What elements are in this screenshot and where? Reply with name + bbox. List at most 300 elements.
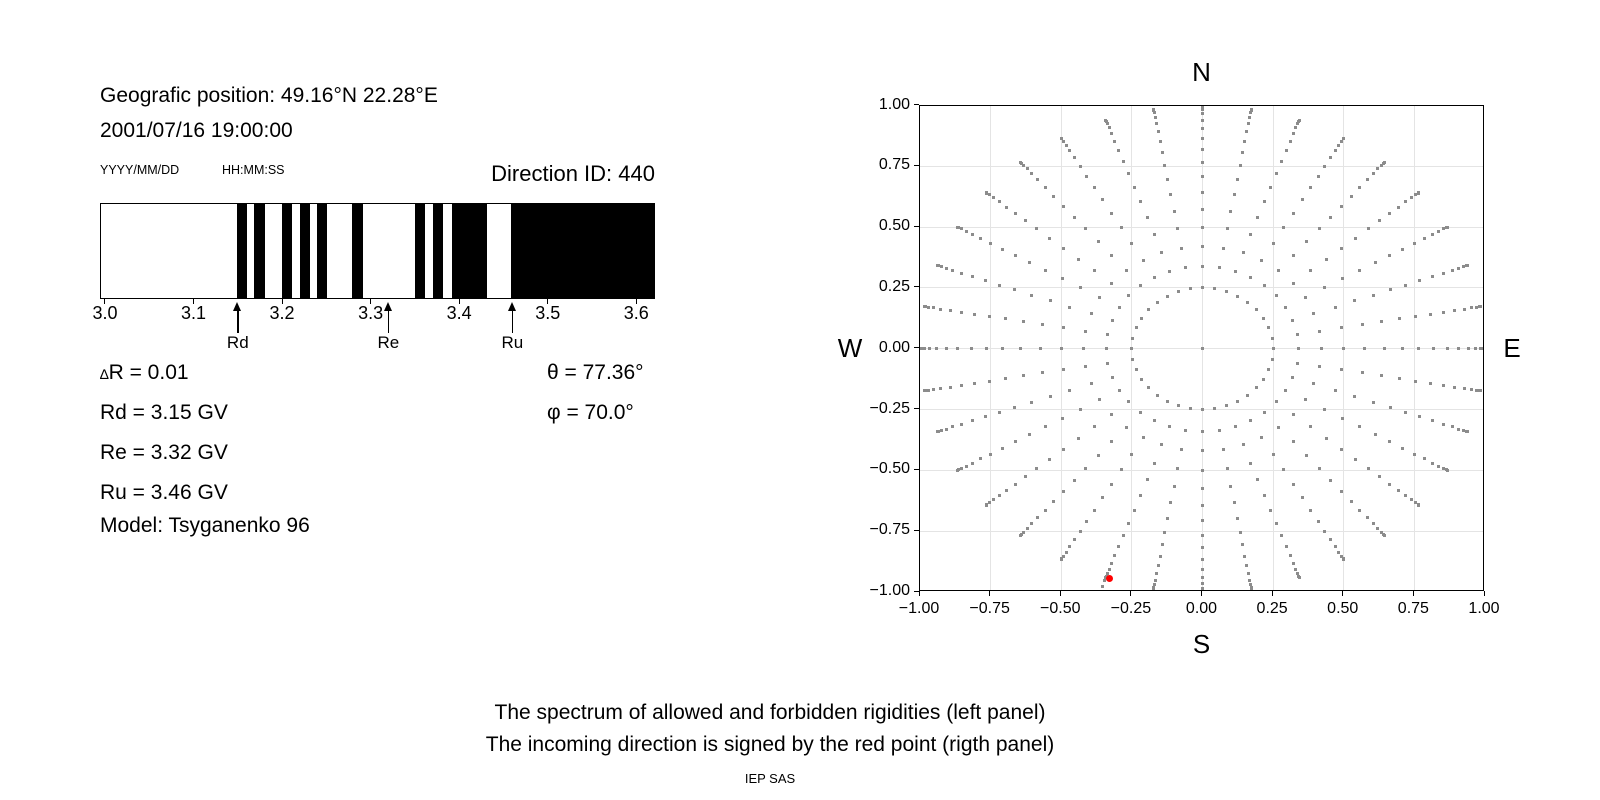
direction-dot xyxy=(1173,485,1176,488)
direction-dot xyxy=(1052,500,1055,503)
caption-credit: IEP SAS xyxy=(744,771,796,786)
direction-dot xyxy=(935,347,938,350)
forbidden-band xyxy=(511,204,655,298)
direction-dot xyxy=(1249,419,1252,422)
direction-dot xyxy=(1423,237,1426,240)
direction-dot xyxy=(1176,467,1179,470)
direction-dot xyxy=(1062,448,1065,451)
direction-dot xyxy=(1404,494,1407,497)
direction-dot xyxy=(1236,400,1239,403)
direction-dot xyxy=(1044,425,1047,428)
direction-dot xyxy=(971,462,974,465)
direction-dot xyxy=(1376,167,1379,170)
direction-dot xyxy=(1201,534,1204,537)
direction-dot xyxy=(1294,126,1297,129)
direction-dot xyxy=(1041,371,1044,374)
direction-dot xyxy=(1277,269,1280,272)
direction-dot xyxy=(1101,496,1104,499)
direction-dot xyxy=(985,504,988,507)
direction-dot xyxy=(1372,172,1375,175)
direction-dot xyxy=(1073,216,1076,219)
direction-dot xyxy=(1106,333,1109,336)
direction-dot xyxy=(1383,347,1386,350)
direction-dot xyxy=(1176,227,1179,230)
direction-dot xyxy=(1001,347,1004,350)
direction-dot xyxy=(1289,140,1292,143)
direction-dot xyxy=(928,347,931,350)
direction-dot xyxy=(1340,490,1343,493)
direction-dot xyxy=(1337,551,1340,554)
direction-dot xyxy=(1005,206,1008,209)
direction-dot xyxy=(1097,454,1100,457)
direction-dot xyxy=(1201,265,1204,268)
direction-dot xyxy=(1372,401,1375,404)
direction-dot xyxy=(1068,306,1071,309)
direction-dot xyxy=(1329,156,1332,159)
direction-dot xyxy=(1139,284,1142,287)
direction-dot xyxy=(1451,425,1454,428)
direction-dot xyxy=(1353,299,1356,302)
direction-dot xyxy=(1312,382,1315,385)
forbidden-band xyxy=(237,204,247,298)
direction-dot xyxy=(1401,248,1404,251)
direction-x-tick xyxy=(1272,591,1273,596)
direction-x-tick xyxy=(919,591,920,596)
direction-dot xyxy=(927,389,930,392)
forbidden-band xyxy=(317,204,327,298)
direction-dot xyxy=(1301,496,1304,499)
direction-dot xyxy=(1169,193,1172,196)
direction-dot xyxy=(1269,186,1272,189)
direction-dot xyxy=(1291,376,1294,379)
direction-dot xyxy=(1154,579,1157,582)
direction-dot xyxy=(1479,389,1482,392)
direction-dot xyxy=(1084,227,1087,230)
direction-dot xyxy=(1329,479,1332,482)
direction-dot xyxy=(1241,543,1244,546)
direction-dot xyxy=(1001,248,1004,251)
direction-dot xyxy=(1013,406,1016,409)
direction-dot xyxy=(1125,426,1128,429)
direction-dot xyxy=(1146,216,1149,219)
direction-dot xyxy=(951,425,954,428)
delta-r-rest: R = 0.01 xyxy=(108,361,189,384)
direction-dot xyxy=(1301,198,1304,201)
direction-dot xyxy=(1398,317,1401,320)
direction-dot xyxy=(1135,368,1138,371)
direction-dot xyxy=(1318,330,1321,333)
direction-dot xyxy=(923,347,926,350)
direction-dot xyxy=(1077,258,1080,261)
direction-x-tick xyxy=(1484,591,1485,596)
direction-dot xyxy=(1401,347,1404,350)
direction-dot xyxy=(923,389,926,392)
direction-dot xyxy=(1388,254,1391,257)
direction-dot xyxy=(1201,161,1204,164)
direction-dot xyxy=(1052,195,1055,198)
direction-dot xyxy=(1142,436,1145,439)
direction-dot xyxy=(1236,517,1239,520)
grid-line-horizontal xyxy=(920,166,1484,167)
direction-dot xyxy=(1068,149,1071,152)
direction-dot xyxy=(1361,371,1364,374)
direction-dot xyxy=(1317,175,1320,178)
direction-y-tick-label: −0.75 xyxy=(869,521,910,539)
direction-dot xyxy=(1248,579,1251,582)
direction-dot xyxy=(1073,538,1076,541)
direction-dot xyxy=(1334,545,1337,548)
direction-dot xyxy=(1073,479,1076,482)
grid-line-vertical xyxy=(1414,106,1415,592)
direction-dot xyxy=(1184,266,1187,269)
direction-dot xyxy=(1014,483,1017,486)
direction-dot xyxy=(1077,437,1080,440)
direction-dot xyxy=(1334,306,1337,309)
direction-x-tick xyxy=(1060,591,1061,596)
direction-dot xyxy=(973,313,976,316)
spectrum-x-tick-label: 3.0 xyxy=(92,303,118,323)
direction-dot xyxy=(1153,419,1156,422)
direction-dot xyxy=(1152,108,1155,111)
direction-dot xyxy=(1285,545,1288,548)
direction-dot xyxy=(1159,140,1162,143)
direction-dot xyxy=(1004,377,1007,380)
direction-dot xyxy=(1414,315,1417,318)
direction-dot xyxy=(1294,568,1297,571)
direction-dot xyxy=(1108,126,1111,129)
direction-dot xyxy=(1284,306,1287,309)
direction-dot xyxy=(1131,337,1134,340)
direction-dot xyxy=(1127,172,1130,175)
direction-x-tick-label: 0.25 xyxy=(1256,600,1288,617)
direction-dot xyxy=(1201,449,1204,452)
direction-dot xyxy=(1341,417,1344,420)
direction-dot xyxy=(1397,489,1400,492)
direction-dot xyxy=(984,279,987,282)
direction-y-tick xyxy=(914,469,919,470)
direction-dot xyxy=(1125,269,1128,272)
direction-dot xyxy=(1350,195,1353,198)
direction-dot xyxy=(1234,425,1237,428)
direction-dot xyxy=(1130,242,1133,245)
direction-dot xyxy=(1297,347,1300,350)
direction-dot xyxy=(989,242,992,245)
direction-dot xyxy=(1001,447,1004,450)
direction-dot xyxy=(1256,478,1259,481)
direction-dot xyxy=(1113,554,1116,557)
direction-dot xyxy=(1340,368,1343,371)
direction-x-tick-label: −0.75 xyxy=(969,600,1010,617)
direction-dot xyxy=(1446,226,1449,229)
spectrum-x-tick-label: 3.6 xyxy=(623,303,649,323)
direction-dot xyxy=(1133,186,1136,189)
direction-dot xyxy=(1267,368,1270,371)
direction-dot xyxy=(1106,362,1109,365)
direction-dot xyxy=(1466,430,1469,433)
direction-dot xyxy=(1093,509,1096,512)
direction-dot xyxy=(960,467,963,470)
direction-dot xyxy=(1378,219,1381,222)
direction-dot xyxy=(1201,148,1204,151)
direction-dot xyxy=(1118,306,1121,309)
red-incoming-direction-point xyxy=(1106,575,1113,582)
direction-dot xyxy=(1380,374,1383,377)
time-format-label: HH:MM:SS xyxy=(222,163,285,177)
direction-dot xyxy=(1282,468,1285,471)
direction-dot xyxy=(1159,555,1162,558)
geo-position-text: Geografic position: 49.16°N 22.28°E xyxy=(100,84,438,107)
direction-dot xyxy=(1437,230,1440,233)
direction-dot xyxy=(1342,347,1345,350)
direction-dot xyxy=(1022,320,1025,323)
direction-dot xyxy=(1218,429,1221,432)
direction-dot xyxy=(1014,254,1017,257)
direction-dot xyxy=(1453,386,1456,389)
direction-dot xyxy=(1291,319,1294,322)
direction-dot xyxy=(932,306,935,309)
direction-dot xyxy=(1110,562,1113,565)
direction-dot xyxy=(939,387,942,390)
direction-dot xyxy=(1084,330,1087,333)
direction-dot xyxy=(1110,212,1113,215)
re-value: Re = 3.32 GV xyxy=(100,441,228,464)
direction-dot xyxy=(1024,219,1027,222)
direction-dot xyxy=(1366,516,1369,519)
direction-dot xyxy=(1120,468,1123,471)
direction-dot xyxy=(1028,433,1031,436)
direction-dot xyxy=(932,388,935,391)
direction-dot xyxy=(1292,254,1295,257)
direction-dot xyxy=(1166,400,1169,403)
direction-dot xyxy=(1260,259,1263,262)
direction-dot xyxy=(1108,568,1111,571)
direction-dot xyxy=(1166,178,1169,181)
direction-dot xyxy=(1236,295,1239,298)
direction-dot xyxy=(1389,288,1392,291)
direction-dot xyxy=(945,267,948,270)
direction-dot xyxy=(1201,582,1204,585)
direction-dot xyxy=(1111,376,1114,379)
direction-y-tick xyxy=(914,347,919,348)
direction-y-tick xyxy=(914,286,919,287)
direction-dot xyxy=(1388,440,1391,443)
delta-symbol: ∆ xyxy=(100,366,109,382)
direction-dot xyxy=(1079,530,1082,533)
direction-dot xyxy=(1184,429,1187,432)
datetime-text: 2001/07/16 19:00:00 xyxy=(100,119,293,142)
direction-dot xyxy=(1354,458,1357,461)
direction-y-tick-label: 0.75 xyxy=(878,156,910,174)
direction-dot xyxy=(1442,311,1445,314)
direction-dot xyxy=(1120,226,1123,229)
direction-dot xyxy=(945,347,948,350)
direction-dot xyxy=(1153,462,1156,465)
direction-dot xyxy=(1323,165,1326,168)
rigidity-spectrum-plot xyxy=(100,203,655,299)
direction-dot xyxy=(1239,164,1242,167)
direction-dot xyxy=(985,191,988,194)
direction-dot xyxy=(960,227,963,230)
direction-dot xyxy=(1463,387,1466,390)
direction-dot xyxy=(1457,347,1460,350)
direction-dot xyxy=(1404,200,1407,203)
spectrum-x-tick-label: 3.1 xyxy=(181,303,207,323)
direction-dot xyxy=(1318,227,1321,230)
direction-dot xyxy=(1410,196,1413,199)
direction-dot xyxy=(1334,389,1337,392)
direction-dot xyxy=(956,347,959,350)
arrow-stem xyxy=(512,309,514,333)
direction-dot xyxy=(1429,382,1432,385)
direction-dot xyxy=(1401,447,1404,450)
direction-dot xyxy=(1189,287,1192,290)
direction-dot xyxy=(1466,264,1469,267)
direction-dot xyxy=(1079,286,1082,289)
direction-dot xyxy=(1417,347,1420,350)
direction-dot xyxy=(1019,161,1022,164)
direction-dot xyxy=(1404,284,1407,287)
direction-dot xyxy=(1036,516,1039,519)
direction-dot xyxy=(1263,494,1266,497)
direction-dot xyxy=(1068,389,1071,392)
forbidden-band xyxy=(254,204,265,298)
direction-dot xyxy=(1146,478,1149,481)
direction-dot xyxy=(1019,534,1022,537)
direction-dot xyxy=(1161,543,1164,546)
direction-dot xyxy=(1117,545,1120,548)
direction-x-tick xyxy=(1342,591,1343,596)
direction-dot xyxy=(988,380,991,383)
direction-dot xyxy=(1233,501,1236,504)
direction-dot xyxy=(1139,494,1142,497)
direction-dot xyxy=(1013,288,1016,291)
direction-dot xyxy=(1225,404,1228,407)
direction-dot xyxy=(1262,378,1265,381)
direction-x-tick-label: −0.25 xyxy=(1110,600,1152,617)
direction-dot xyxy=(1101,198,1104,201)
direction-y-tick-label: −0.25 xyxy=(869,399,910,417)
direction-dot xyxy=(1098,398,1101,401)
direction-dot xyxy=(1292,132,1295,135)
caption-line-1: The spectrum of allowed and forbidden rigidities (left panel) xyxy=(494,701,1046,724)
direction-dot xyxy=(970,347,973,350)
direction-dot xyxy=(1093,186,1096,189)
direction-dot xyxy=(1035,467,1038,470)
direction-dot xyxy=(1309,186,1312,189)
direction-dot xyxy=(1285,149,1288,152)
direction-dot xyxy=(1263,200,1266,203)
direction-dot xyxy=(1110,440,1113,443)
direction-dot xyxy=(1061,417,1064,420)
direction-dot xyxy=(1201,487,1204,490)
direction-dot xyxy=(1118,389,1121,392)
direction-dot xyxy=(1429,313,1432,316)
direction-dot xyxy=(1090,312,1093,315)
direction-dot xyxy=(1156,301,1159,304)
direction-dot xyxy=(1093,425,1096,428)
direction-dot xyxy=(1189,407,1192,410)
direction-dot xyxy=(992,498,995,501)
direction-dot xyxy=(1140,317,1143,320)
direction-dot xyxy=(1062,247,1065,250)
direction-dot xyxy=(1079,165,1082,168)
direction-dot xyxy=(1305,454,1308,457)
rd-value: Rd = 3.15 GV xyxy=(100,401,228,424)
direction-dot xyxy=(1284,389,1287,392)
direction-dot xyxy=(1127,294,1130,297)
direction-dot xyxy=(1309,425,1312,428)
direction-dot xyxy=(1213,407,1216,410)
direction-dot xyxy=(1140,378,1143,381)
direction-y-tick xyxy=(914,591,919,592)
direction-dot xyxy=(1249,276,1252,279)
direction-dot xyxy=(1292,413,1295,416)
forbidden-band xyxy=(452,204,487,298)
direction-dot xyxy=(1019,347,1022,350)
direction-dot xyxy=(1201,226,1204,229)
direction-dot xyxy=(1275,522,1278,525)
direction-dot xyxy=(1446,469,1449,472)
direction-dot xyxy=(1048,237,1051,240)
direction-dot xyxy=(1247,572,1250,575)
arrow-stem xyxy=(237,309,239,333)
direction-dot xyxy=(1397,206,1400,209)
direction-dot xyxy=(1367,227,1370,230)
direction-dot xyxy=(1062,368,1065,371)
direction-dot xyxy=(960,311,963,314)
direction-dot xyxy=(1201,119,1204,122)
direction-dot xyxy=(1028,261,1031,264)
direction-y-tick-label: −0.50 xyxy=(869,460,910,478)
direction-dot xyxy=(1236,178,1239,181)
direction-dot xyxy=(1201,568,1204,571)
direction-dot xyxy=(1272,453,1275,456)
direction-dot xyxy=(1289,554,1292,557)
direction-y-tick xyxy=(914,408,919,409)
direction-dot xyxy=(1358,509,1361,512)
direction-dot xyxy=(1168,425,1171,428)
direction-dot xyxy=(1201,546,1204,549)
direction-dot xyxy=(1245,564,1248,567)
direction-dot xyxy=(1380,320,1383,323)
direction-dot xyxy=(979,237,982,240)
direction-dot xyxy=(1166,295,1169,298)
direction-dot xyxy=(1110,413,1113,416)
direction-dot xyxy=(1398,377,1401,380)
direction-dot xyxy=(1280,160,1283,163)
direction-dot xyxy=(965,465,968,468)
direction-dot xyxy=(1296,333,1299,336)
direction-dot xyxy=(1323,286,1326,289)
direction-dot xyxy=(1122,160,1125,163)
direction-dot xyxy=(1155,122,1158,125)
direction-dot xyxy=(1065,144,1068,147)
spectrum-x-tick-label: 3.3 xyxy=(358,303,384,323)
direction-dot xyxy=(1358,186,1361,189)
direction-dot xyxy=(984,415,987,418)
direction-dot xyxy=(1272,242,1275,245)
direction-dot xyxy=(1298,576,1301,579)
direction-dot xyxy=(1334,149,1337,152)
direction-id-text: Direction ID: 440 xyxy=(491,161,655,186)
direction-dot xyxy=(1263,411,1266,414)
direction-dot xyxy=(1249,462,1252,465)
direction-x-tick xyxy=(1413,591,1414,596)
direction-dot xyxy=(1320,347,1323,350)
direction-dot xyxy=(998,494,1001,497)
direction-dot xyxy=(1358,425,1361,428)
direction-dot xyxy=(1404,411,1407,414)
